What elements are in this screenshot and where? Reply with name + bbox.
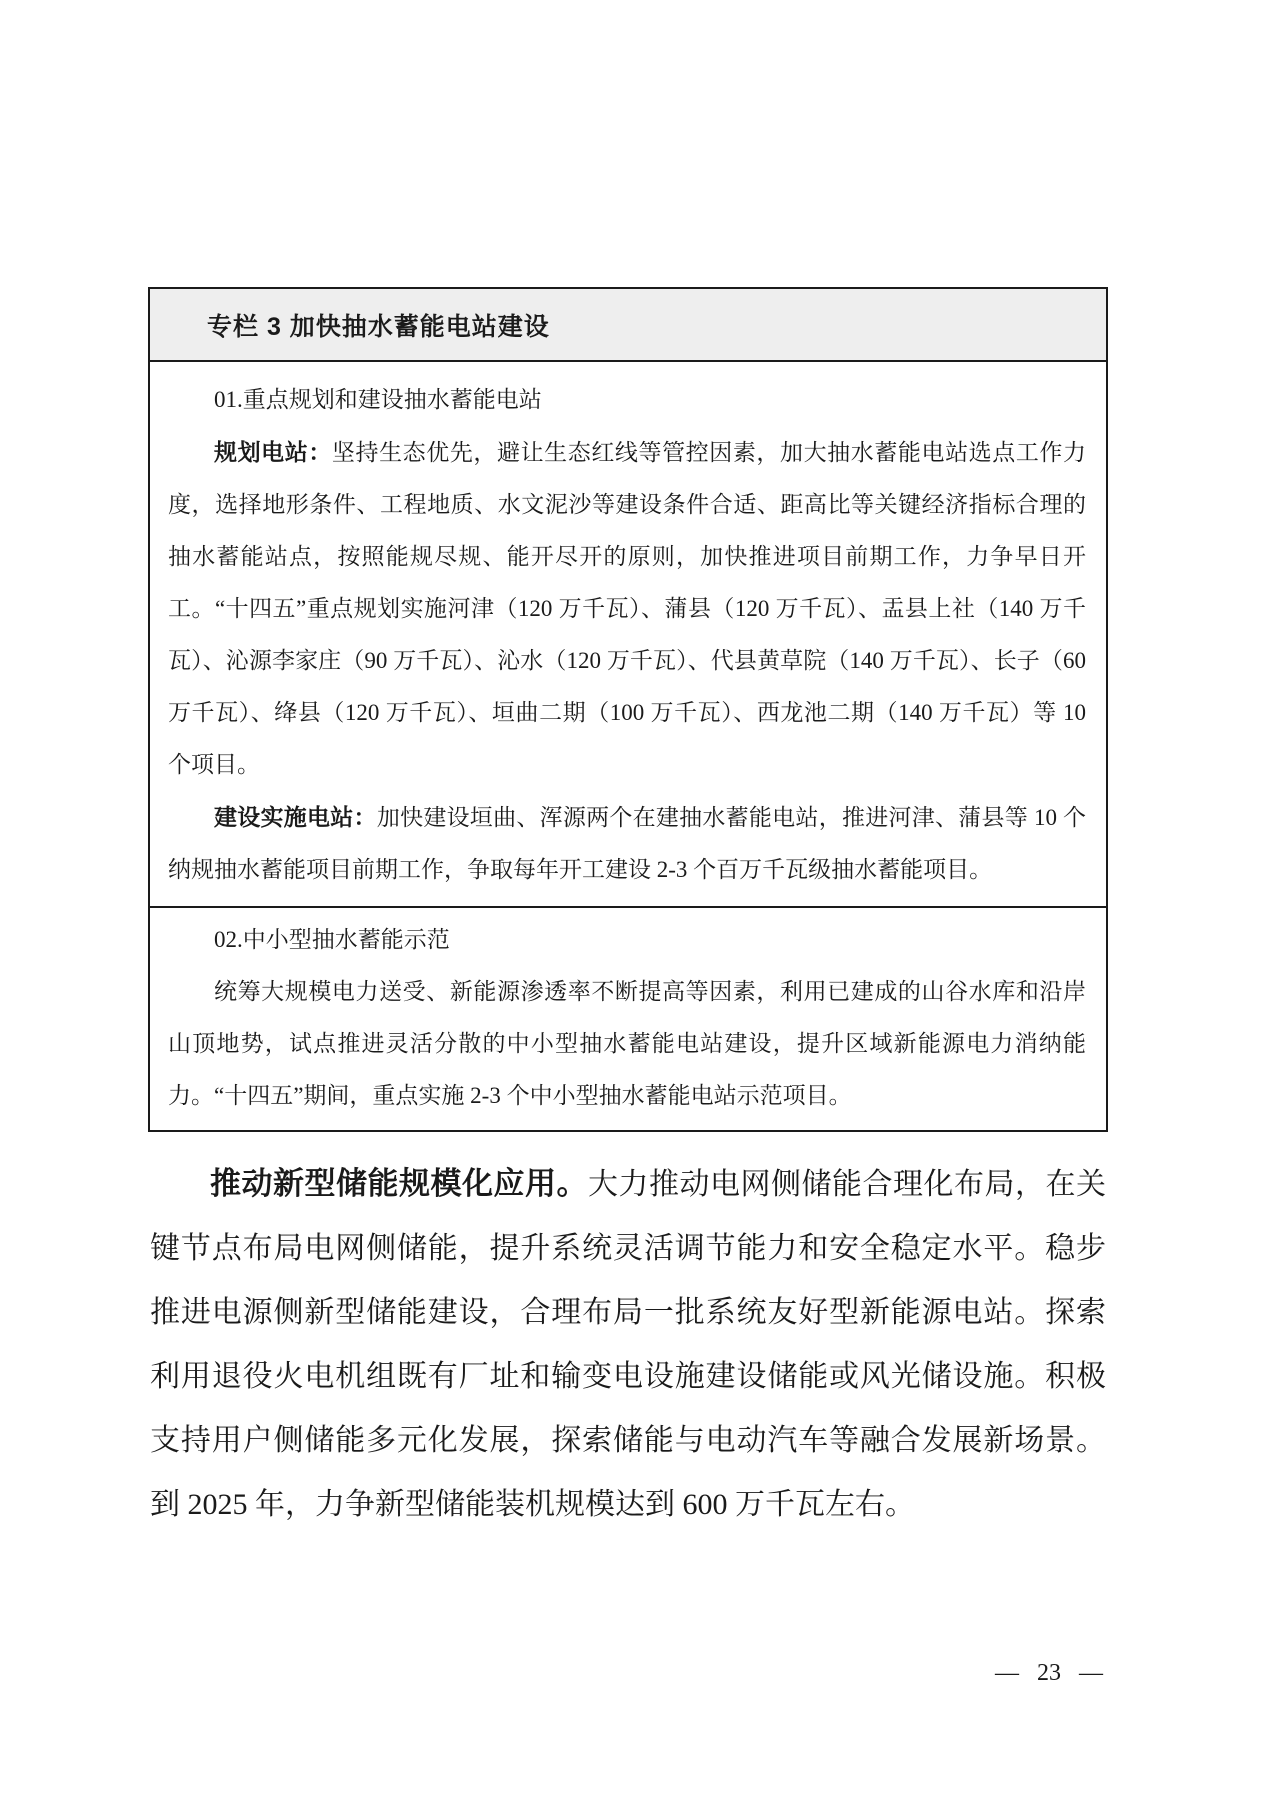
column-3-box (148, 287, 1108, 1132)
body-paragraph-text: 大力推动电网侧储能合理化布局，在关键节点布局电网侧储能，提升系统灵活调节能力和安全稳定水平。稳步推进电源侧新型储能建设，合理布局一批系统友好型新能源电站。探索利用退役火电机组既有厂址和输变电设施建设储能或风光储设施。积极支持用户侧储能多元化发展，探索储能与电动汽车等融合发展新场景。到 2025 年，力争新型储能装机规模达到 600 万千瓦左右。 (150, 1168, 1106, 1521)
section-01-heading: 01.重点规划和建设抽水蓄能电站 (214, 387, 542, 412)
body-paragraph (150, 1152, 1106, 1537)
footer-right-dash: — (1079, 1660, 1103, 1686)
planning-stations-lead: 规划电站： (214, 439, 332, 465)
construction-stations-text: 加快建设垣曲、浑源两个在建抽水蓄能电站，推进河津、蒲县等 10 个纳规抽水蓄能项目前期工作，争取每年开工建设 2-3 个百万千瓦级抽水蓄能项目。 (168, 805, 1087, 882)
footer-left-dash: — (995, 1660, 1019, 1686)
construction-stations-lead: 建设实施电站： (214, 804, 377, 830)
small-medium-demo-text: 统筹大规模电力送受、新能源渗透率不断提高等因素，利用已建成的山谷水库和沿岸山顶地势，试点推进灵活分散的中小型抽水蓄能电站建设，提升区域新能源电力消纳能力。“十四五”期间，重点实施 2-3 个中小型抽水蓄能电站示范项目。 (168, 979, 1086, 1108)
column-3-box-header (150, 289, 1106, 362)
section-02-small-medium-demo (150, 906, 1106, 1130)
construction-stations-paragraph (168, 791, 1086, 896)
small-medium-demo-paragraph (168, 966, 1086, 1122)
column-3-box-title: 专栏 3 加快抽水蓄能电站建设 (207, 312, 550, 341)
body-paragraph-lead: 推动新型储能规模化应用。 (210, 1166, 588, 1201)
section-01-key-planning (150, 362, 1106, 906)
planning-stations-paragraph (168, 426, 1086, 791)
page-number: 23 (1037, 1660, 1061, 1686)
page-footer (995, 1660, 1103, 1687)
section-02-heading: 02.中小型抽水蓄能示范 (214, 927, 450, 952)
planning-stations-text: 坚持生态优先，避让生态红线等管控因素，加大抽水蓄能电站选点工作力度，选择地形条件、工程地质、水文泥沙等建设条件合适、距高比等关键经济指标合理的抽水蓄能站点，按照能规尽规、能开尽开的原则，加快推进项目前期工作，力争早日开工。“十四五”重点规划实施河津（120 万千瓦）、蒲县（120 万千瓦）、盂县上社（140 万千瓦）、沁源李家庄（90 万千瓦）、沁水（120 万千瓦）、代县黄草院（140 万千瓦）、长子（60 万千瓦）、绛县（120 万千瓦）、垣曲二期（100 万千瓦）、西龙池二期（140 万千瓦）等 10 个项目。 (168, 440, 1087, 777)
